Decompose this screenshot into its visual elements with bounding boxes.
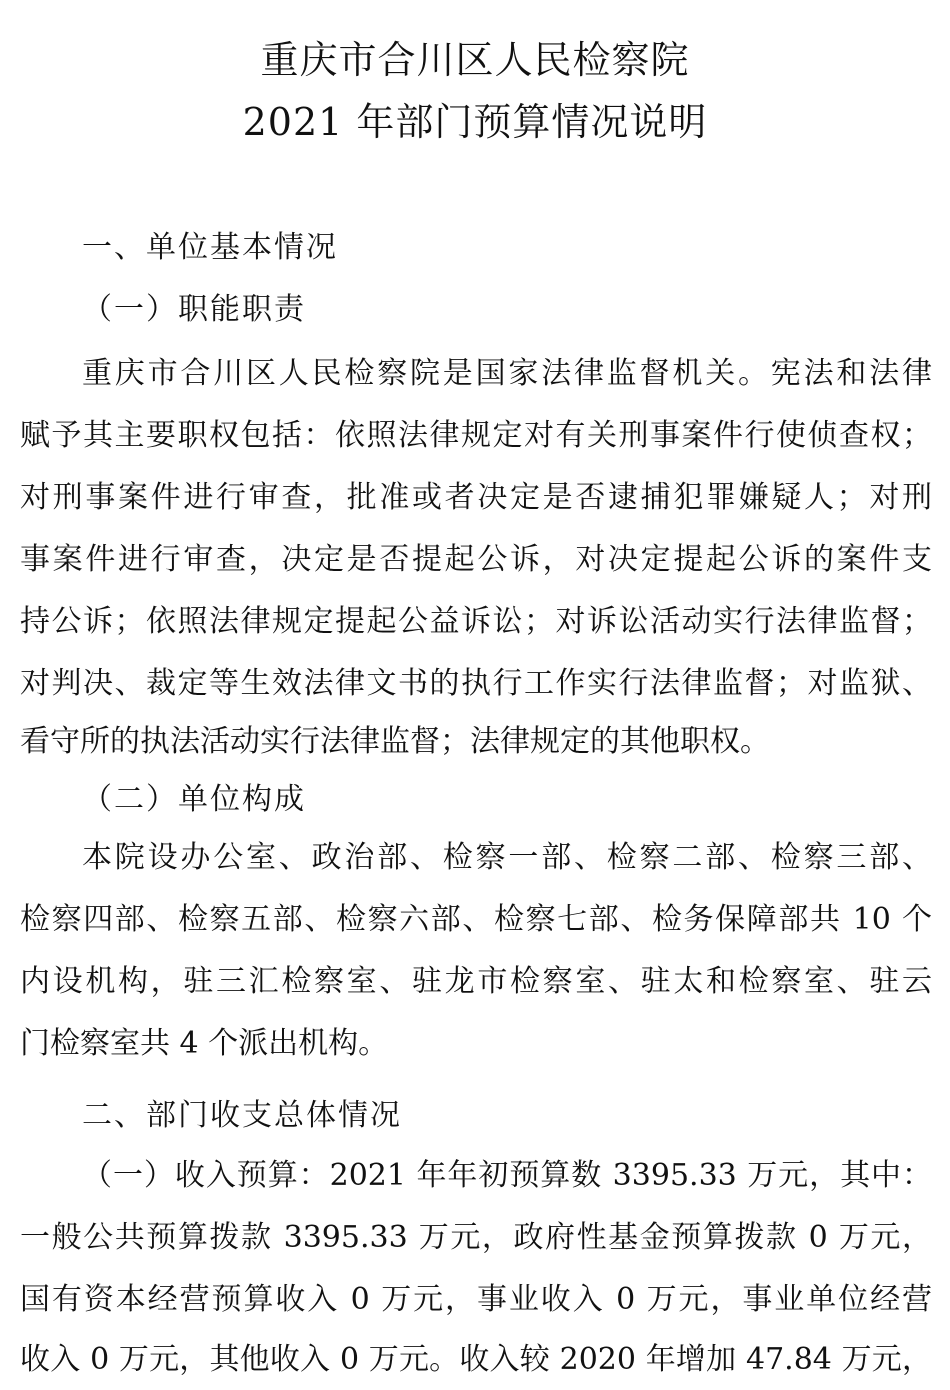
section1-sub1-heading: （一）职能职责 <box>82 292 306 327</box>
paragraph-line: 对刑事案件进行审查，批准或者决定是否逮捕犯罪嫌疑人；对刑 <box>20 480 932 515</box>
paragraph-line: 一般公共预算拨款 3395.33 万元，政府性基金预算拨款 0 万元， <box>20 1220 932 1255</box>
paragraph-line: 持公诉；依照法律规定提起公益诉讼；对诉讼活动实行法律监督； <box>20 604 932 639</box>
paragraph-line: 赋予其主要职权包括：依照法律规定对有关刑事案件行使侦查权； <box>20 418 932 453</box>
paragraph-line: 对判决、裁定等生效法律文书的执行工作实行法律监督；对监狱、 <box>20 666 932 701</box>
paragraph-line: 重庆市合川区人民检察院是国家法律监督机关。宪法和法律 <box>82 356 932 391</box>
paragraph-line: （一）收入预算：2021 年年初预算数 3395.33 万元，其中： <box>82 1158 932 1193</box>
paragraph-line: 事案件进行审查，决定是否提起公诉，对决定提起公诉的案件支 <box>20 542 932 577</box>
paragraph-line: 内设机构，驻三汇检察室、驻龙市检察室、驻太和检察室、驻云 <box>20 964 932 999</box>
paragraph-line: 看守所的执法活动实行法律监督；法律规定的其他职权。 <box>20 724 770 759</box>
section1-heading: 一、单位基本情况 <box>82 230 338 265</box>
document-title-line2: 2021 年部门预算情况说明 <box>242 100 708 144</box>
paragraph-line: 收入 0 万元，其他收入 0 万元。收入较 2020 年增加 47.84 万元， <box>20 1342 932 1377</box>
paragraph-line: 门检察室共 4 个派出机构。 <box>20 1026 389 1061</box>
section1-sub2-heading: （二）单位构成 <box>82 782 306 817</box>
paragraph-line: 检察四部、检察五部、检察六部、检察七部、检务保障部共 10 个 <box>20 902 932 937</box>
paragraph-line: 国有资本经营预算收入 0 万元，事业收入 0 万元，事业单位经营 <box>20 1282 932 1317</box>
paragraph-line: 本院设办公室、政治部、检察一部、检察二部、检察三部、 <box>82 840 932 875</box>
section2-heading: 二、部门收支总体情况 <box>82 1098 402 1133</box>
document-title-line1: 重庆市合川区人民检察院 <box>260 38 690 82</box>
